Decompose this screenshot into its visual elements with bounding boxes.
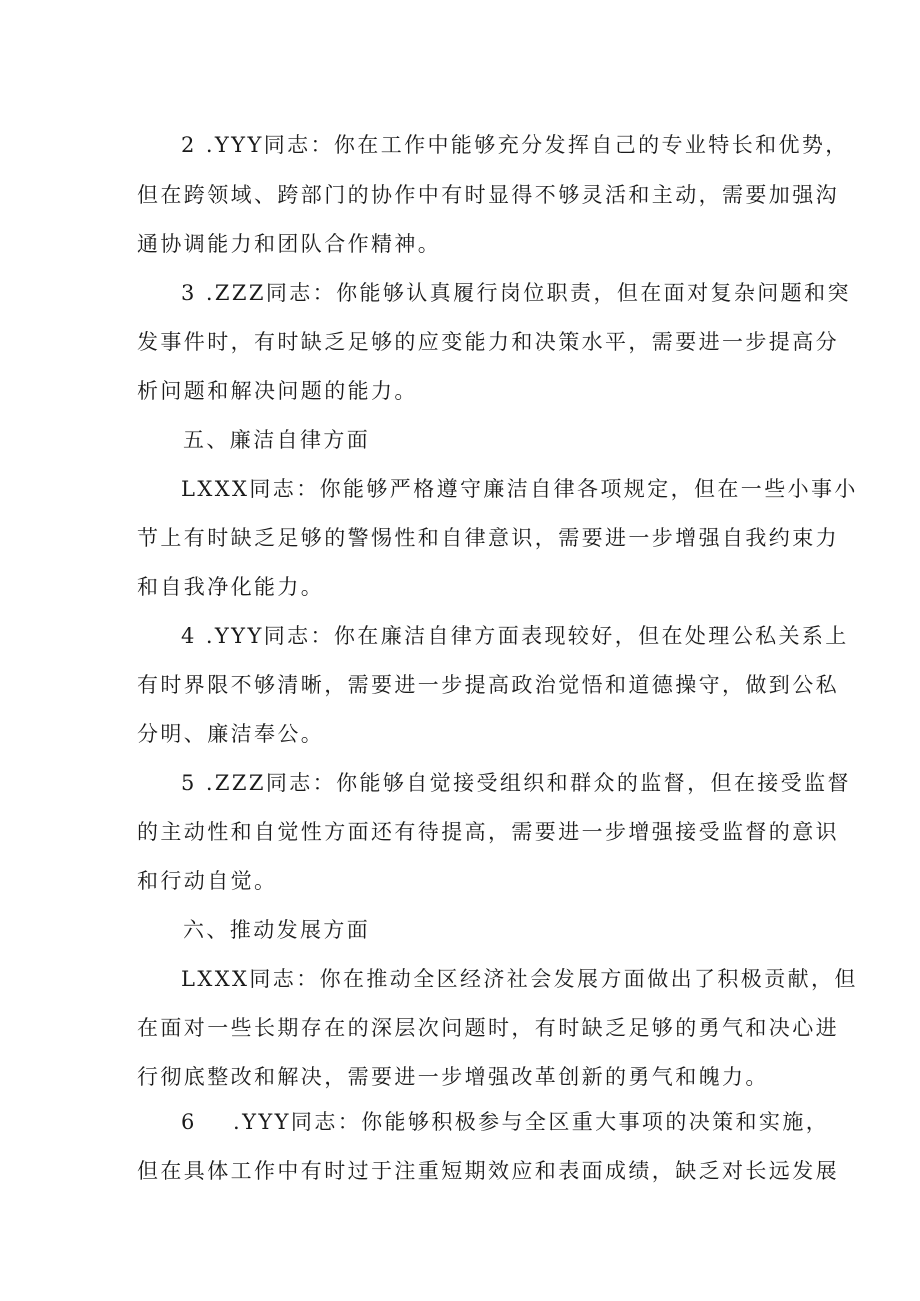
section-heading-integrity: 五、廉洁自律方面 (183, 428, 371, 452)
paragraph-lxxx-development-line-3: 行彻底整改和解决，需要进一步增强改革创新的勇气和魄力。 (137, 1065, 769, 1089)
paragraph-item-5-line-1: 5 .ZZZ同志：你能够自觉接受组织和群众的监督，但在接受监督 (181, 771, 851, 795)
paragraph-item-4-line-1: 4 .YYY同志：你在廉洁自律方面表现较好，但在处理公私关系上 (181, 624, 849, 648)
paragraph-lxxx-development-line-1: LXXX同志：你在推动全区经济社会发展方面做出了积极贡献，但 (181, 967, 858, 991)
paragraph-item-5-line-2: 的主动性和自觉性方面还有待提高，需要进一步增强接受监督的意识 (137, 820, 839, 844)
paragraph-item-2-line-3: 通协调能力和团队合作精神。 (137, 232, 442, 256)
paragraph-item-6-line-1: 6 .YYY同志：你能够积极参与全区重大事项的决策和实施， (181, 1110, 830, 1134)
section-heading-development: 六、推动发展方面 (183, 918, 371, 942)
paragraph-item-6-line-2: 但在具体工作中有时过于注重短期效应和表面成绩，缺乏对长远发展 (137, 1159, 839, 1183)
paragraph-item-2-line-2: 但在跨领域、跨部门的协作中有时显得不够灵活和主动，需要加强沟 (137, 183, 839, 207)
paragraph-item-4-line-3: 分明、廉洁奉公。 (137, 722, 325, 746)
paragraph-item-4-line-2: 有时界限不够清晰，需要进一步提高政治觉悟和道德操守，做到公私 (137, 673, 839, 697)
paragraph-lxxx-development-line-2: 在面对一些长期存在的深层次问题时，有时缺乏足够的勇气和决心进 (137, 1016, 839, 1040)
paragraph-item-3-line-1: 3 .ZZZ同志：你能够认真履行岗位职责，但在面对复杂问题和突 (181, 281, 851, 305)
paragraph-lxxx-integrity-line-3: 和自我净化能力。 (137, 575, 325, 599)
paragraph-lxxx-integrity-line-2: 节上有时缺乏足够的警惕性和自律意识，需要进一步增强自我约束力 (137, 526, 839, 550)
paragraph-item-3-line-3: 析问题和解决问题的能力。 (137, 379, 418, 403)
paragraph-item-2-line-1: 2 .YYY同志：你在工作中能够充分发挥自己的专业特长和优势， (181, 133, 849, 157)
paragraph-lxxx-integrity-line-1: LXXX同志：你能够严格遵守廉洁自律各项规定，但在一些小事小 (181, 477, 858, 501)
paragraph-item-5-line-3: 和行动自觉。 (137, 869, 278, 893)
paragraph-item-3-line-2: 发事件时，有时缺乏足够的应变能力和决策水平，需要进一步提高分 (137, 330, 839, 354)
